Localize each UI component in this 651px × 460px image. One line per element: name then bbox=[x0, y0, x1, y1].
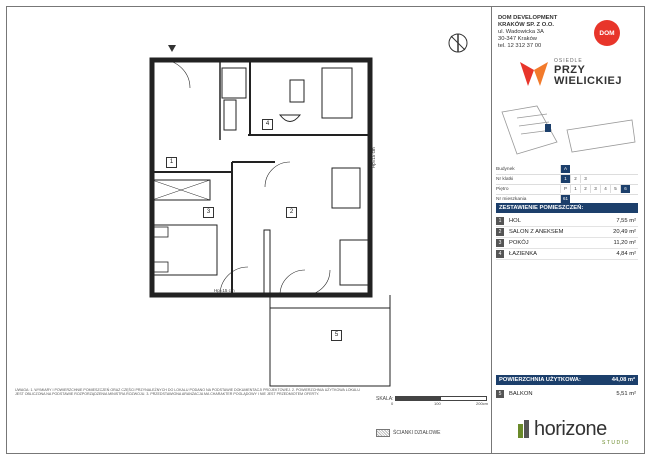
info-cell: 3 bbox=[580, 175, 590, 183]
info-cell: P bbox=[560, 185, 570, 193]
room-label-1: 1 bbox=[166, 157, 177, 168]
scale-tick-2: 200cm bbox=[476, 401, 489, 406]
horizone-studio: STUDIO bbox=[602, 440, 630, 446]
room-name: HOL bbox=[509, 218, 521, 224]
room-row bbox=[496, 216, 638, 227]
room-label-3: 3 bbox=[203, 207, 214, 218]
info-cell: 2 bbox=[580, 185, 590, 193]
room-label-2: 2 bbox=[286, 207, 297, 218]
room-area: 20,49 m² bbox=[613, 229, 636, 235]
north-arrow-icon bbox=[447, 32, 469, 54]
walls-legend: ŚCIANKI DZIAŁOWE bbox=[393, 430, 441, 436]
site-location-map bbox=[497, 102, 637, 160]
info-row-label: Piętro bbox=[496, 187, 509, 192]
rooms-list bbox=[496, 216, 638, 260]
balcony-area: 5,51 m² bbox=[616, 391, 636, 397]
developer-company: KRAKÓW SP. Z O.O. bbox=[498, 22, 554, 28]
horizone-word: horizone bbox=[534, 418, 607, 440]
info-cell: 5 bbox=[610, 185, 620, 193]
scale-label: SKALA: bbox=[376, 396, 394, 402]
info-row-label: Budynek bbox=[496, 167, 515, 172]
developer-phone: tel. 12 312 37 00 bbox=[498, 43, 542, 49]
room-name: POKÓJ bbox=[509, 240, 529, 246]
total-area-bar bbox=[496, 375, 638, 385]
panel-divider bbox=[491, 6, 492, 454]
room-label-5: 5 bbox=[331, 330, 342, 341]
room-label-4: 4 bbox=[262, 119, 273, 130]
room-area: 11,20 m² bbox=[613, 240, 636, 246]
info-cell: 3 bbox=[590, 185, 600, 193]
horizone-logo bbox=[518, 418, 638, 448]
room-row bbox=[496, 227, 638, 238]
horizone-mark-icon-2 bbox=[524, 420, 529, 438]
info-cell: 61 bbox=[560, 195, 570, 203]
room-num: 4 bbox=[496, 250, 504, 258]
info-cell: 1 bbox=[570, 185, 580, 193]
brand-line-2: WIELICKIEJ bbox=[554, 75, 622, 87]
scale-tick-0: 0 bbox=[391, 401, 394, 406]
room-area: 7,55 m² bbox=[616, 218, 636, 224]
project-brand bbox=[518, 56, 628, 92]
room-area: 4,84 m² bbox=[616, 251, 636, 257]
info-row-label: Nr klatki bbox=[496, 177, 514, 182]
horizone-mark-icon bbox=[518, 424, 523, 438]
room-name: SALON Z ANEKSEM bbox=[509, 229, 564, 235]
info-row-label: Nr mieszkania bbox=[496, 197, 527, 202]
info-cell: 2 bbox=[570, 175, 580, 183]
info-row bbox=[496, 185, 638, 195]
balcony-row bbox=[496, 389, 638, 399]
info-cell: 6 bbox=[620, 185, 630, 193]
room-row bbox=[496, 249, 638, 260]
threshold-note-1: Hp=15 cm bbox=[214, 288, 235, 293]
info-row bbox=[496, 165, 638, 175]
legal-notes: UWAGA: 1. WYMIARY I POWIERZCHNIE POMIESZCZEŃ ORAZ CZĘŚCI PRZYNALEŻNYCH DO LOKALU PODANO NA PODSTAWIE DOKUMENTACJI PROJEKTOWEJ. 2. POWIERZCHNIA UŻYTKOWA LOKALU JEST OBLICZONA NA PODSTAWIE ROZPORZĄDZENIA MINISTRA ROZWOJU. 3. PRZEDSTAWIONA ARANŻACJA MA CHARAKTER POGLĄDOWY I NIE JEST PRZEDMIOTEM OFERTY. bbox=[15, 388, 360, 397]
room-num: 3 bbox=[496, 239, 504, 247]
room-name: ŁAZIENKA bbox=[509, 251, 538, 257]
developer-city: 30-347 Kraków bbox=[498, 36, 537, 42]
dom-logo: DOM bbox=[594, 20, 620, 46]
brand-mark-icon bbox=[518, 60, 550, 88]
threshold-note-2: Hp=15 cm bbox=[371, 147, 376, 168]
room-num: 1 bbox=[496, 217, 504, 225]
brand-line-1: PRZY bbox=[554, 64, 586, 76]
scale-bar bbox=[395, 396, 487, 401]
rooms-header: ZESTAWIENIE POMIESZCZEŃ: bbox=[496, 203, 638, 213]
info-row bbox=[496, 175, 638, 185]
total-area-value: 44,08 m² bbox=[611, 377, 635, 383]
total-area-label: POWIERZCHNIA UŻYTKOWA: bbox=[499, 377, 581, 383]
developer-street: ul. Wadowicka 3A bbox=[498, 29, 544, 35]
balcony-num: 5 bbox=[496, 390, 504, 398]
developer-name: DOM DEVELOPMENT bbox=[498, 15, 558, 21]
info-cell: 1 bbox=[560, 175, 570, 183]
room-num: 2 bbox=[496, 228, 504, 236]
floor-plan bbox=[140, 40, 490, 390]
walls-swatch bbox=[376, 429, 390, 437]
info-cell: 4 bbox=[600, 185, 610, 193]
balcony-name: BALKON bbox=[509, 391, 533, 397]
scale-tick-1: 100 bbox=[434, 401, 441, 406]
unit-info-table bbox=[496, 165, 638, 205]
brand-sub: OSIEDLE bbox=[554, 58, 583, 64]
info-cell: A bbox=[560, 165, 570, 173]
room-row bbox=[496, 238, 638, 249]
